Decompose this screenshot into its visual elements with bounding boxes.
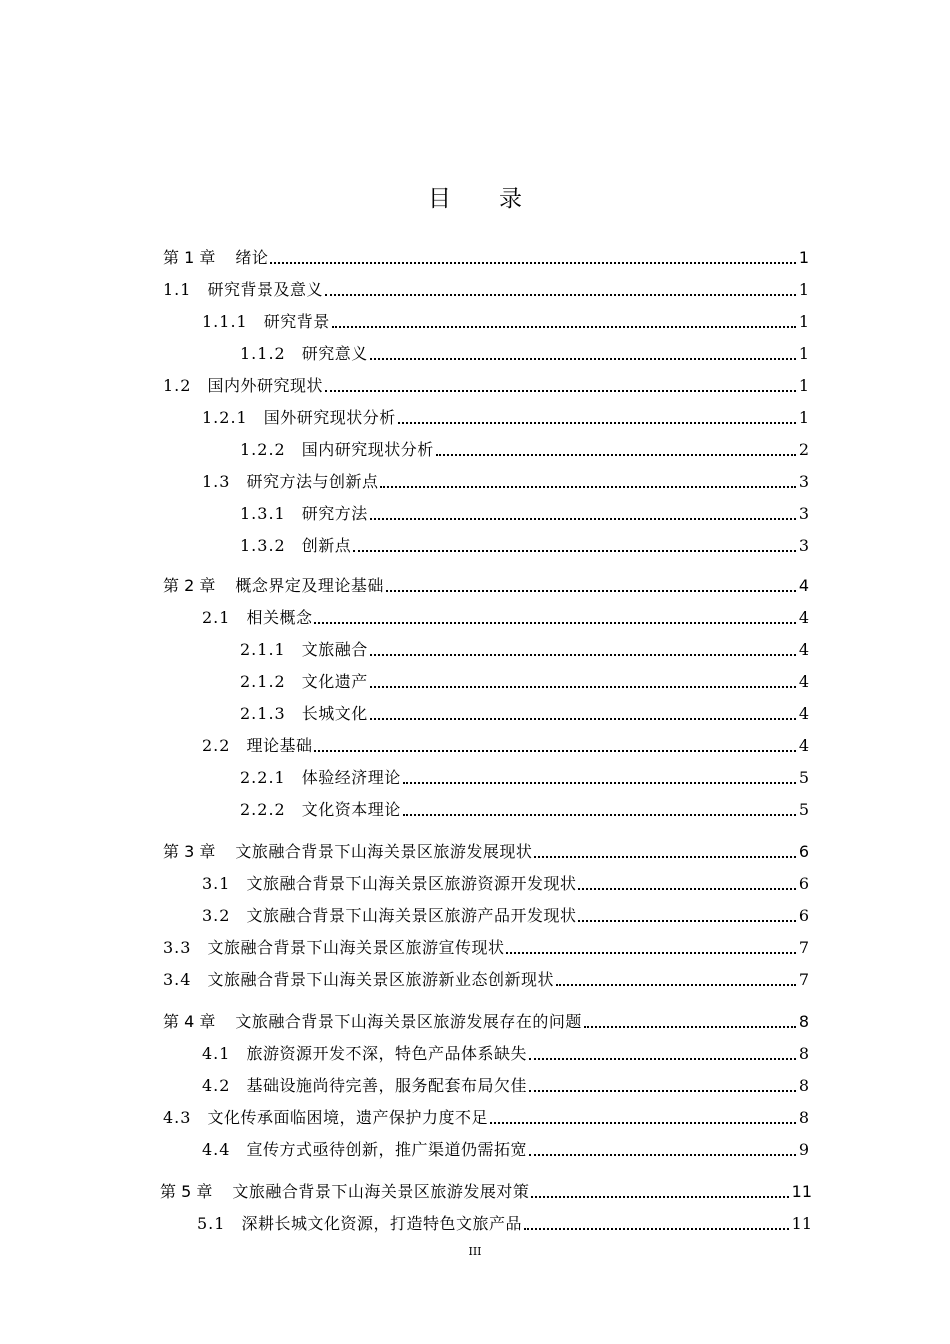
toc-entry-number: 1.2: [163, 376, 192, 395]
toc-entry-title: 国内研究现状分析: [301, 440, 434, 459]
toc-entry-title: 国外研究现状分析: [263, 408, 396, 427]
toc-entry-number: 3.3: [163, 938, 192, 957]
toc-leader-dots: [398, 410, 796, 424]
toc-entry-title: 旅游资源开发不深，特色产品体系缺失: [246, 1044, 527, 1063]
toc-entry[interactable]: [163, 838, 809, 862]
toc-leader-dots: [370, 346, 796, 360]
toc-entry-title: 文旅融合背景下山海关景区旅游发展存在的问题: [235, 1012, 582, 1031]
toc-entry[interactable]: [240, 700, 809, 724]
toc-entry-title: 创新点: [301, 536, 352, 555]
toc-leader-dots: [370, 506, 796, 520]
toc-entry-number: 2.1.2: [240, 672, 286, 691]
toc-entry[interactable]: [163, 372, 809, 396]
toc-entry-number: 1.1: [163, 280, 192, 299]
toc-entry-number: 1.3.2: [240, 536, 286, 555]
toc-entry-number: 第 2 章: [163, 576, 216, 595]
toc-leader-dots: [386, 578, 796, 592]
toc-leader-dots: [314, 610, 795, 624]
toc-entry-number: 2.1.1: [240, 640, 286, 659]
toc-entry-title: 绪论: [235, 248, 269, 267]
toc-entry-title: 宣传方式亟待创新，推广渠道仍需拓宽: [246, 1140, 527, 1159]
toc-leader-dots: [529, 1046, 796, 1060]
toc-entry[interactable]: [163, 1104, 809, 1128]
toc-entry-page: 2: [798, 440, 809, 459]
toc-entry-page: 3: [798, 536, 809, 555]
toc-entry-page: 8: [798, 1044, 809, 1063]
toc-entry-page: 6: [798, 842, 809, 861]
toc-leader-dots: [370, 674, 796, 688]
toc-entry-page: 4: [798, 704, 809, 723]
toc-leader-dots: [332, 314, 796, 328]
toc-leader-dots: [314, 738, 795, 752]
toc-entry-page: 1: [798, 376, 809, 395]
toc-entry-number: 1.2.2: [240, 440, 286, 459]
toc-leader-dots: [556, 972, 796, 986]
toc-entry-page: 1: [798, 344, 809, 363]
toc-entry-page: 9: [798, 1140, 809, 1159]
toc-leader-dots: [534, 844, 795, 858]
toc-entry-title: 文旅融合背景下山海关景区旅游发展现状: [235, 842, 533, 861]
toc-leader-dots: [506, 940, 795, 954]
toc-entry-title: 文化遗产: [301, 672, 368, 691]
toc-leader-dots: [353, 538, 796, 552]
toc-title: [0, 180, 950, 213]
toc-entry[interactable]: [202, 1072, 809, 1096]
toc-entry[interactable]: [202, 902, 809, 926]
toc-entry-page: 7: [798, 970, 809, 989]
toc-entry-title: 概念界定及理论基础: [235, 576, 384, 595]
toc-entry-page: 8: [798, 1076, 809, 1095]
toc-entry[interactable]: [202, 604, 809, 628]
toc-entry[interactable]: [240, 764, 809, 788]
toc-entry-number: 3.4: [163, 970, 192, 989]
toc-entry-number: 1.1.1: [202, 312, 248, 331]
toc-entry-number: 4.4: [202, 1140, 231, 1159]
toc-entry[interactable]: [160, 1178, 812, 1202]
toc-entry-title: 理论基础: [246, 736, 313, 755]
toc-entry-title: 研究意义: [301, 344, 368, 363]
toc-leader-dots: [370, 706, 796, 720]
toc-entry-number: 第 5 章: [160, 1182, 213, 1201]
toc-leader-dots: [529, 1078, 796, 1092]
toc-entry-page: 11: [791, 1182, 812, 1201]
toc-entry[interactable]: [163, 1008, 809, 1032]
toc-entry[interactable]: [240, 532, 809, 556]
toc-entry-title: 国内外研究现状: [207, 376, 323, 395]
toc-entry-page: 4: [798, 672, 809, 691]
toc-entry-number: 第 1 章: [163, 248, 216, 267]
toc-entry-number: 第 3 章: [163, 842, 216, 861]
toc-entry-title: 文旅融合背景下山海关景区旅游新业态创新现状: [207, 970, 554, 989]
toc-entry[interactable]: [202, 468, 809, 492]
toc-entry-page: 1: [798, 248, 809, 267]
toc-leader-dots: [524, 1216, 789, 1230]
toc-entry-number: 1.2.1: [202, 408, 248, 427]
toc-entry-title: 研究方法: [301, 504, 368, 523]
toc-entry[interactable]: [202, 870, 809, 894]
toc-entry[interactable]: [202, 732, 809, 756]
toc-entry-number: 4.3: [163, 1108, 192, 1127]
toc-entry[interactable]: [202, 404, 809, 428]
toc-title-char-2: 录: [499, 186, 522, 212]
toc-entry-number: 2.1.3: [240, 704, 286, 723]
toc-leader-dots: [578, 876, 795, 890]
toc-entry[interactable]: [240, 436, 809, 460]
toc-entry-number: 3.1: [202, 874, 231, 893]
toc-entry-number: 1.1.2: [240, 344, 286, 363]
toc-entry-page: 3: [798, 472, 809, 491]
toc-entry-title: 文旅融合背景下山海关景区旅游产品开发现状: [246, 906, 577, 925]
toc-entry-title: 研究方法与创新点: [246, 472, 379, 491]
toc-entry[interactable]: [240, 668, 809, 692]
toc-entry[interactable]: [202, 1136, 809, 1160]
toc-entry[interactable]: [163, 934, 809, 958]
toc-entry-title: 文旅融合背景下山海关景区旅游发展对策: [232, 1182, 530, 1201]
toc-leader-dots: [403, 802, 796, 816]
toc-entry-page: 1: [798, 280, 809, 299]
toc-entry[interactable]: [163, 244, 809, 268]
toc-entry-number: 4.1: [202, 1044, 231, 1063]
toc-entry[interactable]: [163, 966, 809, 990]
toc-entry[interactable]: [163, 572, 809, 596]
toc-entry-title: 文化传承面临困境，遗产保护力度不足: [207, 1108, 488, 1127]
toc-entry-page: 6: [798, 906, 809, 925]
toc-leader-dots: [584, 1014, 796, 1028]
toc-leader-dots: [531, 1184, 788, 1198]
toc-entry-page: 5: [798, 768, 809, 787]
toc-entry-page: 4: [798, 640, 809, 659]
toc-entry[interactable]: [202, 308, 809, 332]
toc-entry-title: 文化资本理论: [301, 800, 401, 819]
toc-entry-page: 6: [798, 874, 809, 893]
toc-entry-page: 8: [798, 1012, 809, 1031]
toc-entry-number: 1.3: [202, 472, 231, 491]
toc-entry-title: 研究背景: [263, 312, 330, 331]
toc-entry-page: 7: [798, 938, 809, 957]
toc-entry[interactable]: [240, 500, 809, 524]
toc-leader-dots: [490, 1110, 796, 1124]
toc-entry-number: 5.1: [197, 1214, 226, 1233]
toc-entry-title: 基础设施尚待完善，服务配套布局欠佳: [246, 1076, 527, 1095]
toc-entry-number: 2.2: [202, 736, 231, 755]
toc-entry-title: 研究背景及意义: [207, 280, 323, 299]
toc-leader-dots: [436, 442, 796, 456]
toc-entry-number: 2.2.1: [240, 768, 286, 787]
toc-entry[interactable]: [240, 340, 809, 364]
toc-entry-title: 文旅融合: [301, 640, 368, 659]
toc-entry-title: 文旅融合背景下山海关景区旅游资源开发现状: [246, 874, 577, 893]
toc-entry-page: 1: [798, 312, 809, 331]
toc-entry-title: 相关概念: [246, 608, 313, 627]
toc-entry-number: 4.2: [202, 1076, 231, 1095]
toc-entry-title: 深耕长城文化资源，打造特色文旅产品: [241, 1214, 522, 1233]
toc-entry-page: 11: [791, 1214, 812, 1233]
toc-entry-page: 8: [798, 1108, 809, 1127]
page-number-footer: III: [468, 1245, 482, 1258]
toc-entry[interactable]: [163, 276, 809, 300]
toc-leader-dots: [403, 770, 796, 784]
toc-entry-number: 1.3.1: [240, 504, 286, 523]
toc-entry-number: 2.2.2: [240, 800, 286, 819]
toc-entry-page: 3: [798, 504, 809, 523]
toc-leader-dots: [325, 378, 796, 392]
toc-entry-title: 文旅融合背景下山海关景区旅游宣传现状: [207, 938, 505, 957]
toc-entry-page: 5: [798, 800, 809, 819]
toc-title-char-1: 目: [428, 186, 451, 212]
toc-entry-page: 4: [798, 576, 809, 595]
toc-entry-number: 第 4 章: [163, 1012, 216, 1031]
toc-entry-number: 3.2: [202, 906, 231, 925]
toc-leader-dots: [270, 250, 795, 264]
toc-entry-title: 体验经济理论: [301, 768, 401, 787]
toc-leader-dots: [325, 282, 796, 296]
toc-leader-dots: [578, 908, 795, 922]
toc-leader-dots: [380, 474, 795, 488]
toc-leader-dots: [370, 642, 796, 656]
toc-entry[interactable]: [197, 1210, 812, 1234]
toc-entry-title: 长城文化: [301, 704, 368, 723]
toc-entry[interactable]: [202, 1040, 809, 1064]
toc-entry-page: 1: [798, 408, 809, 427]
toc-entry[interactable]: [240, 636, 809, 660]
toc-leader-dots: [529, 1142, 796, 1156]
toc-entry-page: 4: [798, 736, 809, 755]
toc-entry[interactable]: [240, 796, 809, 820]
toc-entry-number: 2.1: [202, 608, 231, 627]
toc-entry-page: 4: [798, 608, 809, 627]
